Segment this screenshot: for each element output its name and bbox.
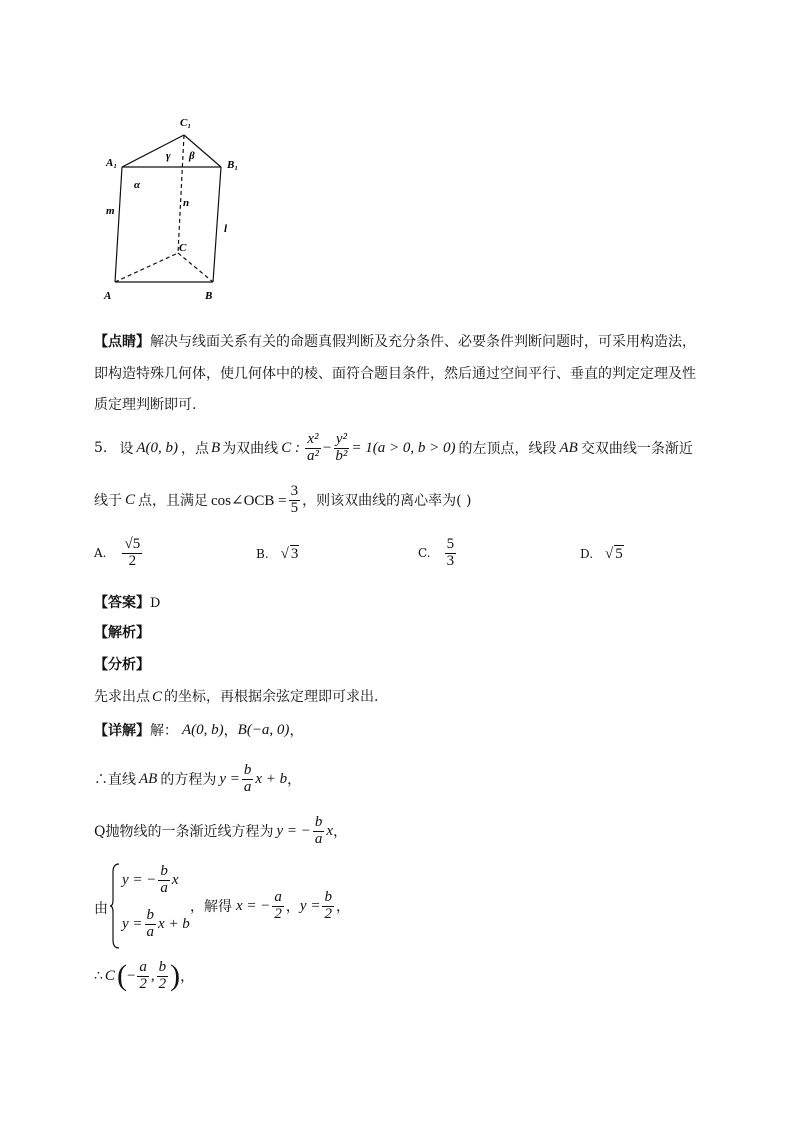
dianjing-line2: 即构造特殊几何体，使几何体中的棱、面符合题目条件，然后通过空间平行、垂直的判定定理及性 (94, 366, 696, 382)
label-beta: β (189, 150, 195, 162)
hyperbola-y-term: $\frac{\text{y²}}{\text{b²}}$ (335, 431, 348, 464)
label-l: l (224, 223, 228, 235)
dianjing-line1: 【点睛】解决与线面关系有关的命题真假判断及充分条件、必要条件判断问题时，可采用构造法， (94, 334, 696, 350)
label-gamma: γ (166, 150, 171, 162)
fenxi-heading: 【分析】 (94, 657, 150, 673)
option-c: C. $\frac{5}{3}$ (418, 536, 455, 569)
step-line-ab: ∴直线 AB 的方程为 y = $\frac{b}{a}$ x + b ， (94, 762, 302, 795)
dianjing-tag: 【点睛】 (94, 334, 150, 350)
step-line-asymptote: Q抛物线的一条渐近线方程为 y = − $\frac{b}{a}$ x ， (94, 814, 348, 847)
fenxi-text: 先求出点 C 的坐标，再根据余弦定理即可求出. (94, 689, 379, 705)
step-line-c-point: ∴ C ( − $\frac{a}{2}$ , $\frac{b}{2}$ ) ， (94, 959, 195, 993)
option-b: B. √ 3 (256, 545, 299, 562)
label-alpha: α (134, 179, 141, 191)
label-m: m (106, 205, 115, 217)
label-C1: C₁ (180, 117, 192, 129)
label-B: B (205, 290, 213, 302)
hyperbola-x-term: $\frac{\text{x²}}{\text{a²}}$ (306, 431, 319, 464)
prism-figure (100, 110, 260, 305)
label-B1: B₁ (227, 159, 239, 171)
option-d: D. √ 5 (580, 545, 623, 562)
option-a: A. $\frac{√5}{2}$ (94, 536, 141, 569)
step-line-system: 由 y = − $\frac{b}{a}$ x y = $\frac{b}{a}$ x + b ，解得 x = − $\frac{a}{2}$ ， y = $\frac{b}{2}$ ， (94, 862, 394, 952)
label-C: C (179, 242, 187, 254)
jiexi-heading: 【解析】 (94, 625, 150, 641)
dianjing-line3: 质定理判断即可. (94, 397, 197, 413)
detail-line: 【详解】 解： A(0, b) ， B(−a, 0) ， (94, 721, 304, 739)
question-line1: 5. 设 A(0, b) ，点 B 为双曲线 C : $\frac{\text{x²}}{\text{a²}}$ − $\frac{\text{y²}}{\text{b²}}$ = 1(a > 0, b > 0) 的左顶点，线段 AB 交双曲线一条渐近 (94, 431, 693, 464)
label-n: n (183, 197, 190, 209)
label-A1: A₁ (106, 157, 118, 169)
cos-fraction: $\frac{3}{5}$ (290, 483, 299, 516)
label-A: A (104, 290, 112, 302)
answer: 【答案】D (94, 595, 161, 611)
question-line2: 线于 C 点，且满足 cos∠OCB = $\frac{3}{5}$ ，则该双曲线的离心率为( ) (94, 483, 472, 516)
